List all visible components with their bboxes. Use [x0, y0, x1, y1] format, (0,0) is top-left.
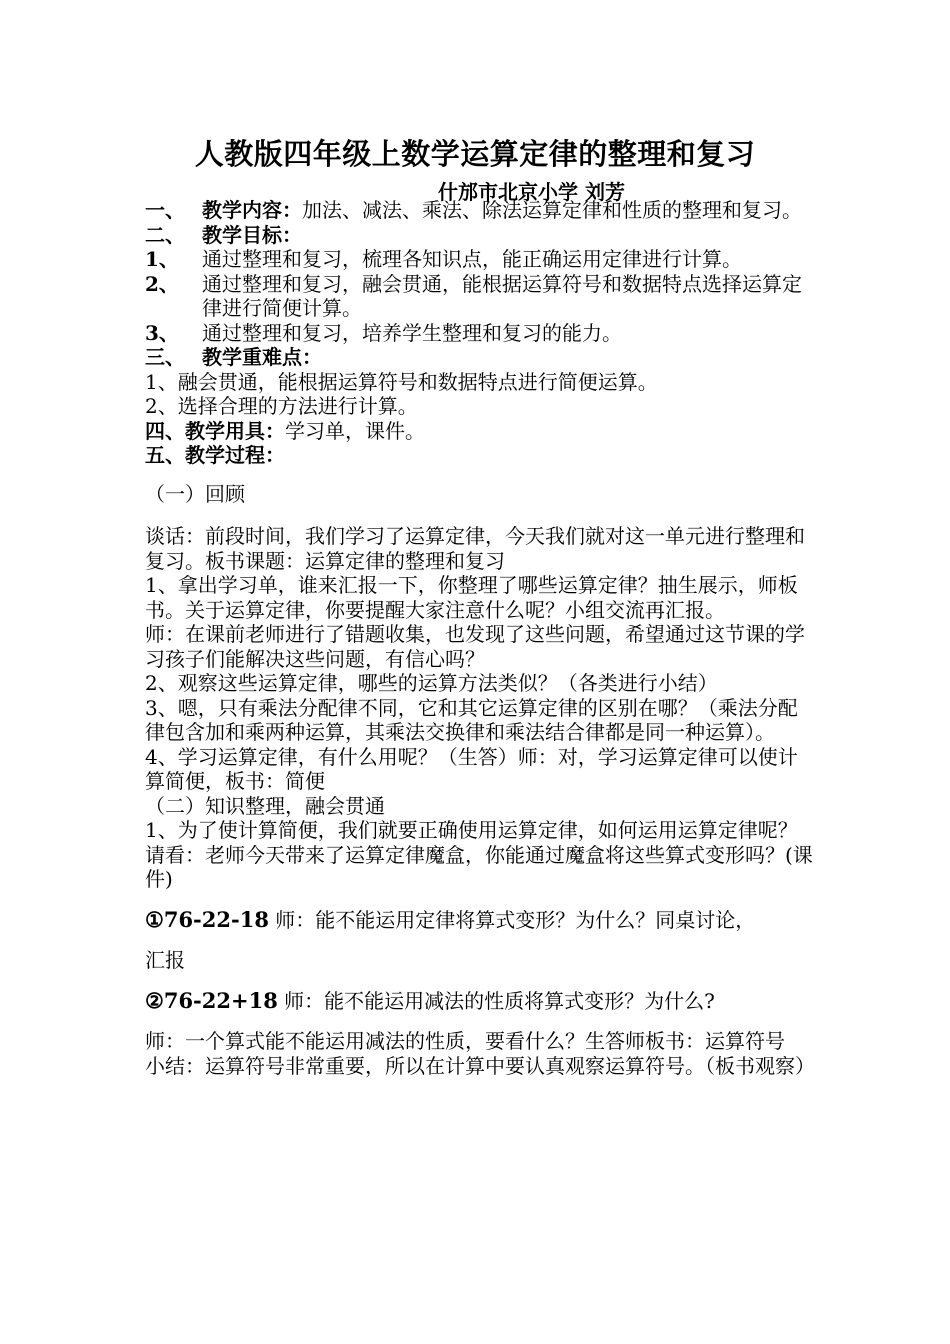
example-question: 师：能不能运用定律将算式变形？为什么？同桌讨论，: [268, 907, 756, 932]
document-title: 人教版四年级上数学运算定律的整理和复习: [194, 137, 756, 171]
goal-number: 2、: [145, 271, 179, 296]
part-heading-organize: （二）知识整理，融会贯通: [145, 793, 385, 818]
section-number: 一、: [145, 198, 185, 222]
paragraph: 师：一个算式能不能运用减法的性质，要看什么？生答师板书：运算符号: [145, 1029, 785, 1053]
section-label: 教学重难点：: [202, 345, 322, 369]
document-body: [145, 198, 815, 1078]
difficulty-item: 2、选择合理的方法进行计算。: [145, 394, 418, 418]
goal-item: [145, 272, 815, 321]
paragraph: 谈话：前段时间，我们学习了运算定律，今天我们就对这一单元进行整理和复习。板书课题：运算定律的整理和复习: [145, 524, 805, 573]
paragraph: 4、学习运算定律，有什么用呢？（生答）师：对，学习运算定律可以使计算简便，板书：简便: [145, 744, 798, 793]
paragraph: 2、观察这些运算定律，哪些的运算方法类似？（各类进行小结）: [145, 671, 718, 695]
example-2: [145, 989, 815, 1014]
section-teaching-goals: [145, 223, 815, 248]
section-label: 教学内容：: [202, 198, 302, 222]
section-label: 四、教学用具：: [145, 418, 285, 443]
example-expression: ②76-22+18: [145, 987, 278, 1013]
example-1-continued: 汇报: [145, 948, 185, 972]
goal-text: 通过整理和复习，梳理各知识点，能正确运用定律进行计算。: [202, 247, 742, 271]
section-label: 教学目标：: [202, 222, 302, 247]
example-question: 师：能不能运用减法的性质将算式变形？为什么?: [277, 988, 715, 1013]
paragraph: 小结：运算符号非常重要，所以在计算中要认真观察运算符号。（板书观察）: [145, 1053, 815, 1078]
section-text: 加法、减法、乘法、除法运算定律和性质的整理和复习。: [302, 198, 802, 222]
paragraph: 师：在课前老师进行了错题收集，也发现了这些问题，希望通过这节课的学习孩子们能解决这些问题，有信心吗？: [145, 622, 805, 671]
author-line: 什邡市北京小学 刘芳: [438, 180, 625, 204]
paragraph: 1、拿出学习单，谁来汇报一下，你整理了哪些运算定律？抽生展示，师板书。关于运算定律，你要提醒大家注意什么呢？小组交流再汇报。: [145, 573, 798, 622]
part-heading-review: （一）回顾: [145, 481, 245, 506]
section-number: 三、: [145, 345, 185, 369]
section-teaching-content: [145, 198, 815, 223]
goal-item: [145, 321, 815, 346]
goal-text: 通过整理和复习，培养学生整理和复习的能力。: [202, 320, 622, 345]
goal-number: 1、: [145, 247, 179, 271]
section-teaching-tools: [145, 419, 815, 444]
example-expression: ①76-22-18: [145, 906, 269, 932]
section-number: 二、: [145, 222, 185, 247]
goal-text: 通过整理和复习，融会贯通，能根据运算符号和数据特点选择运算定律进行简便计算。: [202, 271, 802, 320]
paragraph: 3、嗯，只有乘法分配律不同，它和其它运算定律的区别在哪？（乘法分配律包含加和乘两种运算，其乘法交换律和乘法结合律都是同一种运算）。: [145, 695, 798, 744]
paragraph: 1、为了使计算简便，我们就要正确使用运算定律，如何运用运算定律呢？请看：老师今天带来了运算定律魔盒，你能通过魔盒将这些算式变形吗？(课件): [145, 818, 813, 891]
difficulty-item: 1、融会贯通，能根据运算符号和数据特点进行简便运算。: [145, 369, 658, 394]
section-teaching-process: 五、教学过程：: [145, 443, 285, 467]
example-1: [145, 908, 815, 933]
goal-number: 3、: [145, 320, 179, 345]
section-key-difficulties: [145, 345, 815, 370]
goal-item: [145, 247, 815, 272]
section-text: 学习单，课件。: [285, 418, 425, 443]
